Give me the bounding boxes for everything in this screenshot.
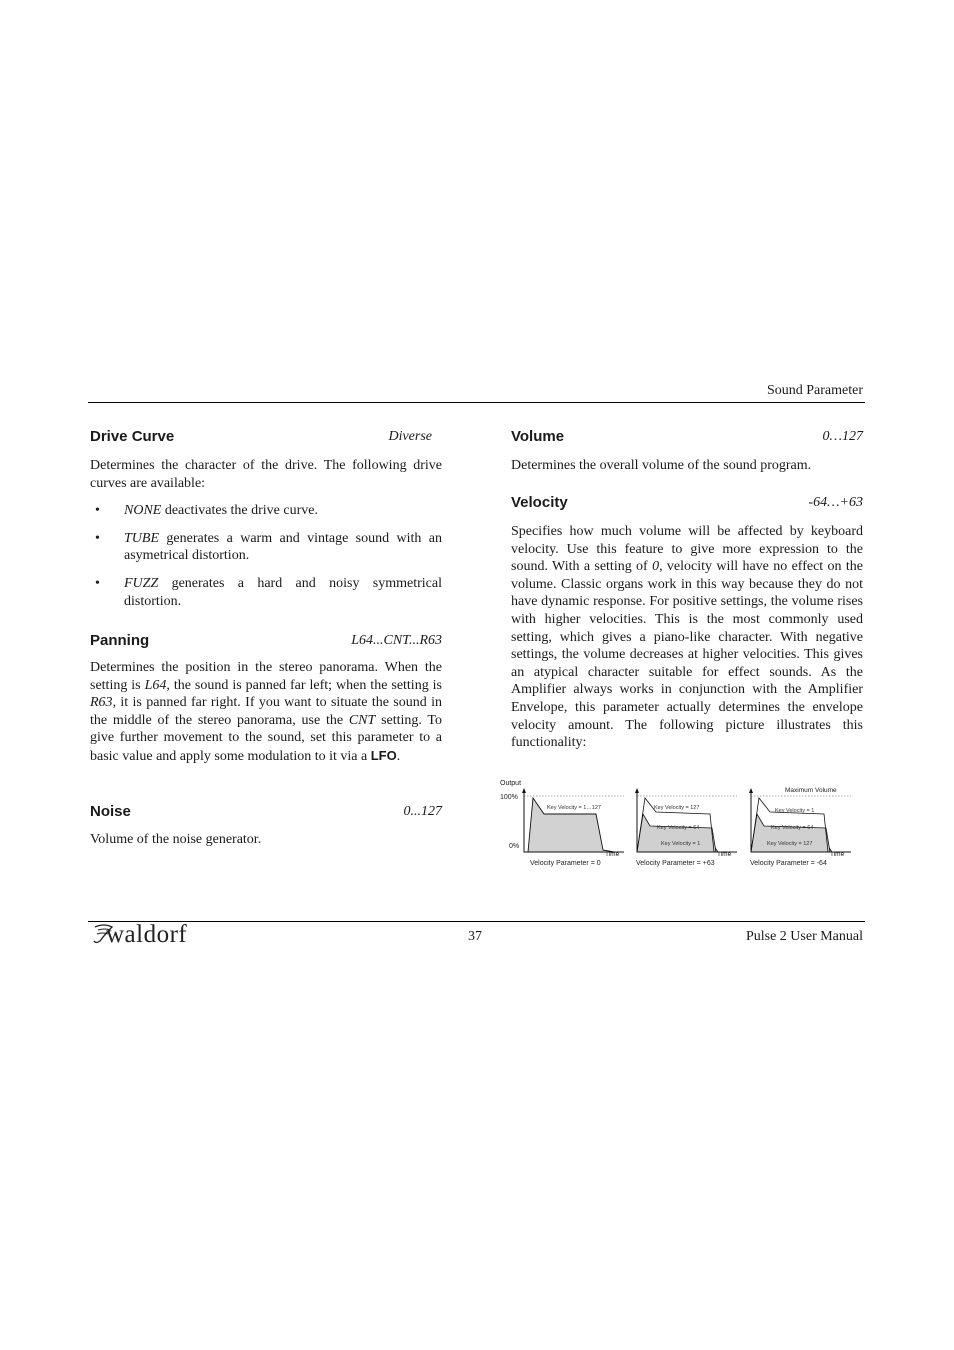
panel-velocity-plus63 (635, 788, 737, 867)
arrow-head (635, 788, 639, 793)
section-panning (90, 632, 442, 766)
section-noise (90, 803, 442, 849)
item-text: deactivates the drive curve. (161, 503, 318, 519)
section-range: 0…127 (822, 429, 863, 444)
section-range: -64…+63 (808, 495, 863, 510)
list-item (90, 575, 442, 610)
section-range: 0...127 (403, 804, 442, 819)
running-header: Sound Parameter (766, 383, 863, 398)
section-title: Drive Curve (90, 428, 175, 445)
panel-caption: Velocity Parameter = +63 (636, 860, 715, 867)
curve-label: Key Velocity = 127 (654, 805, 700, 811)
section-range: Diverse (388, 429, 432, 444)
header-rule (88, 402, 865, 403)
value-name: CNT (348, 712, 376, 728)
panel-caption: Velocity Parameter = 0 (530, 860, 601, 867)
section-range: L64...CNT...R63 (351, 633, 442, 648)
manual-title: Pulse 2 User Manual (745, 929, 863, 944)
velocity-diagram (496, 774, 860, 872)
output-label: Output (500, 780, 522, 787)
section-heading (90, 632, 442, 654)
list-item (90, 502, 442, 520)
footer-rule (88, 921, 865, 922)
value-name: TUBE (124, 530, 159, 546)
section-heading (511, 428, 863, 450)
curve-label: Key Velocity = 64 (657, 825, 700, 831)
curve-label: Key Velocity = 1 (661, 841, 701, 847)
bullet-dot: • (95, 503, 100, 519)
text-run: , the sound is panned far left; when the setting is (166, 677, 442, 693)
section-title: Noise (90, 803, 131, 820)
time-label: Time (605, 851, 620, 858)
curve-label: Key Velocity = 64 (771, 825, 814, 831)
curve-label: Key Velocity = 1…127 (547, 805, 601, 811)
bullet-dot: • (95, 575, 100, 591)
logo-wordmark: waldorf (106, 921, 188, 948)
bullet-dot: • (95, 530, 100, 546)
item-text: generates a hard and noisy symmetrical distortion. (124, 575, 442, 609)
section-velocity (511, 494, 863, 752)
waldorf-logo (92, 920, 202, 948)
value-name: L64 (144, 677, 167, 693)
value-name: NONE (124, 503, 162, 519)
section-title: Velocity (511, 494, 568, 511)
arrow-head (749, 788, 753, 793)
time-label: Time (830, 851, 845, 858)
text-run: . (396, 748, 401, 764)
value-name: 0 (652, 559, 660, 575)
section-text (90, 659, 442, 766)
list-item (90, 530, 442, 565)
text-run: , it is panned far right. If you want to situate the sound in the middle of the stereo panorama, use the (90, 695, 442, 728)
maximum-volume-label: Maximum Volume (785, 787, 837, 794)
time-label: Time (717, 851, 732, 858)
page-number: 37 (468, 929, 482, 944)
text-run: , velocity will have no effect on the volume. Classic organs work in this way because they do not have dynamic response. For positive settings, the volume rises with higher velocities. This is the most commonly used setting, which gives a piano-like character. With negative settings, the volume decreases at higher velocities. This gives an atypical character suitable for effect sounds. As the Amplifier always works in conjunction with the Amplifier Envelope, this parameter actually determines the envelope velocity amount. The following picture illustrates this functionality: (511, 559, 863, 751)
curve-label: Key Velocity = 127 (767, 841, 813, 847)
min-label: 0% (509, 843, 520, 850)
section-title: Volume (511, 428, 565, 445)
section-heading (90, 428, 432, 450)
bullet-list (90, 502, 442, 610)
section-heading (90, 803, 442, 825)
section-volume (511, 428, 863, 475)
panel-caption: Velocity Parameter = -64 (750, 860, 827, 867)
section-title: Panning (90, 632, 150, 649)
item-text: generates a warm and vintage sound with an asymetrical distortion. (124, 530, 442, 564)
section-text: Volume of the noise generator. (90, 832, 262, 847)
lfo-label: LFO (370, 747, 397, 763)
panel-velocity-0 (522, 788, 624, 867)
curve-label: Key Velocity = 1 (775, 808, 815, 814)
text-run: Specifies how much volume will be affected by keyboard velocity. Use this feature to give more expression to the sound. With a setting of (511, 524, 863, 575)
section-drive-curve (90, 428, 442, 610)
section-text (511, 523, 863, 752)
panel-velocity-minus64 (749, 787, 851, 867)
section-heading (511, 494, 863, 516)
value-name: R63 (90, 695, 113, 711)
text-run: setting. To give further movement to the sound, set this parameter to a basic value and apply some modulation to it via a (90, 712, 442, 764)
section-text: Determines the overall volume of the sound program. (511, 458, 812, 473)
section-text: Determines the character of the drive. The following drive curves are available: (90, 458, 442, 491)
max-label: 100% (500, 794, 518, 801)
text-run: Determines the position in the stereo panorama. When the setting is (90, 660, 442, 693)
arrow-head (522, 788, 526, 793)
value-name: FUZZ (124, 575, 159, 591)
